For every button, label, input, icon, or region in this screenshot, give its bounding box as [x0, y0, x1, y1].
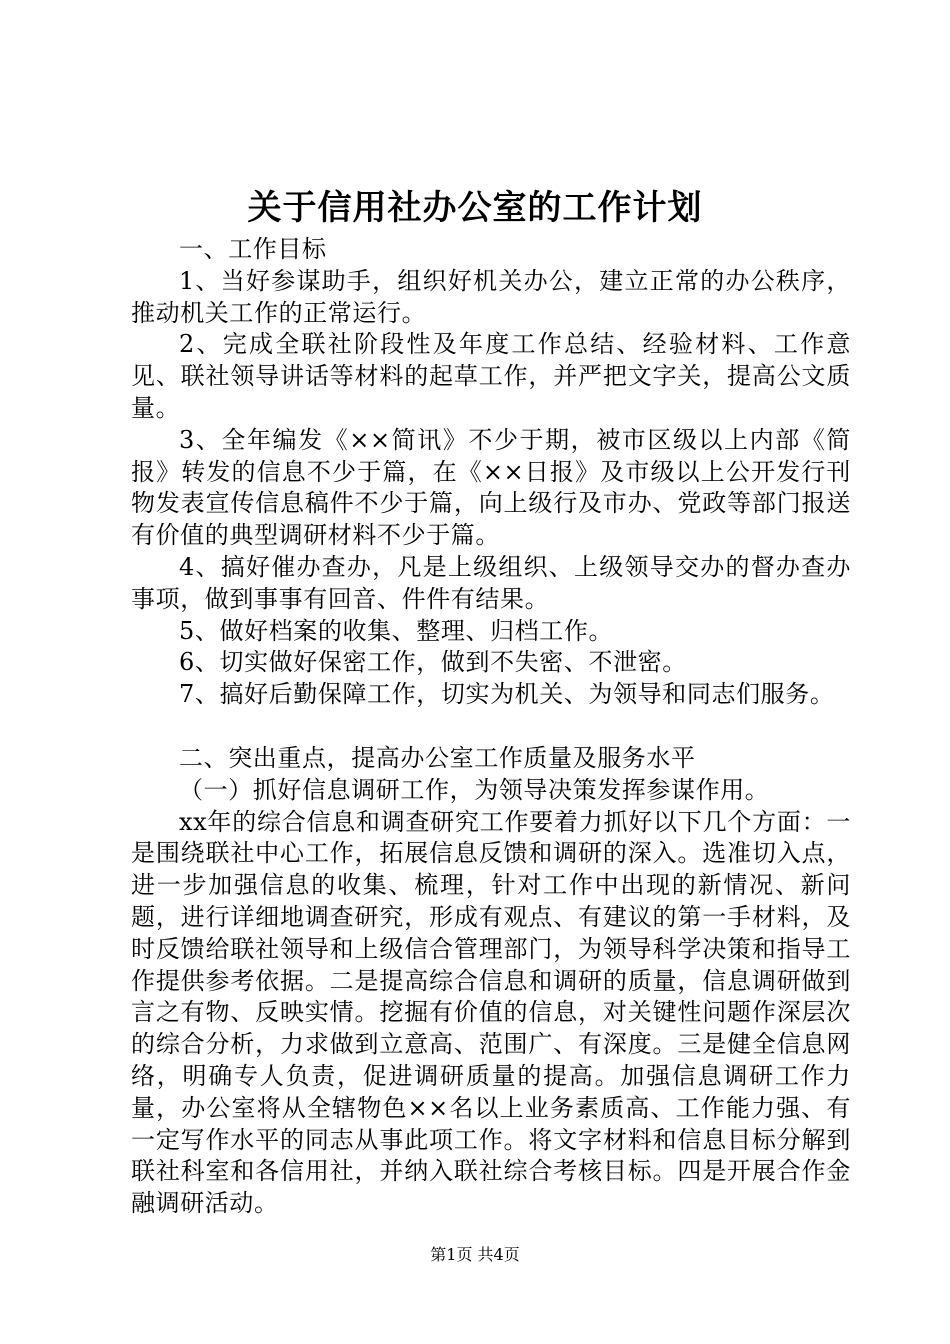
page-number-footer: 第1页 共4页 [430, 1245, 520, 1264]
document-body [131, 234, 851, 1220]
paragraph-gap [131, 711, 851, 743]
goal-item-2: 2、完成全联社阶段性及年度工作总结、经验材料、工作意见、联社领导讲话等材料的起草工作，并严把文字关，提高公文质量。 [131, 330, 851, 422]
subsection-heading-1: （一）抓好信息调研工作，为领导决策发挥参谋作用。 [179, 775, 770, 804]
goal-item-4: 4、搞好催办查办，凡是上级组织、上级领导交办的督办查办事项，做到事事有回音、件件有结果。 [131, 552, 851, 613]
goal-item-6: 6、切实做好保密工作，做到不失密、不泄密。 [179, 648, 687, 677]
body-paragraph: xx年的综合信息和调查研究工作要着力抓好以下几个方面：一是围绕联社中心工作，拓展信息反馈和调研的深入。选准切入点，进一步加强信息的收集、梳理，针对工作中出现的新情况、新问题，进行详细地调查研究，形成有观点、有建议的第一手材料，及时反馈给联社领导和上级信合管理部门，为领导科学决策和指导工作提供参考依据。二是提高综合信息和调研的质量，信息调研做到言之有物、反映实情。挖掘有价值的信息，对关键性问题作深层次的综合分析，力求做到立意高、范围广、有深度。三是健全信息网络，明确专人负责，促进调研质量的提高。加强信息调研工作力量，办公室将从全辖物色××名以上业务素质高、工作能力强、有一定写作水平的同志从事此项工作。将文字材料和信息目标分解到联社科室和各信用社，并纳入联社综合考核目标。四是开展合作金融调研活动。 [131, 807, 851, 1218]
goal-item-5: 5、做好档案的收集、整理、归档工作。 [179, 616, 614, 645]
goal-item-1: 1、当好参谋助手，组织好机关办公，建立正常的办公秩序，推动机关工作的正常运行。 [131, 266, 851, 327]
section-heading-goals: 一、工作目标 [179, 235, 327, 263]
goal-item-7: 7、搞好后勤保障工作，切实为机关、为领导和同志们服务。 [179, 680, 835, 709]
section-heading-focus: 二、突出重点，提高办公室工作质量及服务水平 [179, 743, 696, 772]
goal-item-3: 3、全年编发《××简讯》不少于期，被市区级以上内部《简报》转发的信息不少于篇，在《××日报》及市级以上公开发行刊物发表宣传信息稿件不少于篇，向上级行及市办、党政等部门报送有价值的典型调研材料不少于篇。 [131, 425, 851, 550]
document-title: 关于信用社办公室的工作计划 [247, 188, 703, 228]
